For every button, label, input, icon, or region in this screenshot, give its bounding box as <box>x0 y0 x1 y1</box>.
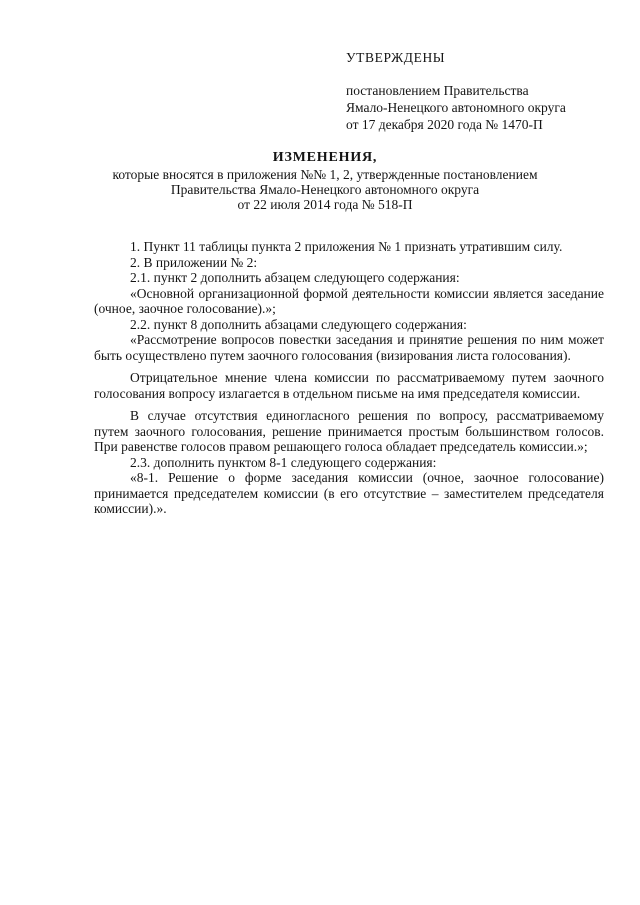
approval-stamp <box>346 49 616 133</box>
paragraph-1: 1. Пункт 11 таблицы пункта 2 приложения № 1 признать утратившим силу. <box>130 239 563 254</box>
approval-title: УТВЕРЖДЕНЫ <box>346 50 446 65</box>
document-title: ИЗМЕНЕНИЯ, <box>272 150 378 165</box>
approval-line: постановлением Правительства <box>346 83 529 98</box>
paragraph-2-2-quote-3: В случае отсутствия единогласного решения по вопросу, рассматриваемому путем заочного голосования, решение принимается простым большинством голосов. При равенстве голосов правом решающего голоса обладает председатель комиссии.»; <box>94 408 604 454</box>
paragraph-2-2: 2.2. пункт 8 дополнить абзацами следующего содержания: <box>130 316 467 332</box>
document-subtitle-line: Правительства Ямало-Ненецкого автономного округа <box>170 182 480 197</box>
approval-line: Ямало-Ненецкого автономного округа <box>346 100 566 115</box>
paragraph-2-3-quote: «8-1. Решение о форме заседания комиссии (очное, заочное голосование) принимается председателем комиссии (в его отсутствие – заместителем председателя комиссии).». <box>94 470 604 516</box>
paragraph-2-1-quote: «Основной организационной формой деятельности комиссии является заседание (очное, заочное голосование).»; <box>94 285 604 316</box>
paragraph-2-2-quote-1: «Рассмотрение вопросов повестки заседания и принятие решения по ним может быть осуществлено путем заочного голосования (визирования листа голосования). <box>94 332 604 363</box>
paragraph-2-1: 2.1. пункт 2 дополнить абзацем следующего содержания: <box>130 270 460 285</box>
document-header <box>60 150 590 212</box>
document-body <box>94 239 604 517</box>
approval-line: от 17 декабря 2020 года № 1470-П <box>346 117 543 132</box>
paragraph-2-3: 2.3. дополнить пунктом 8-1 следующего содержания: <box>130 454 437 470</box>
document-subtitle-line: от 22 июля 2014 года № 518-П <box>237 197 413 212</box>
paragraph-2-2-quote-2: Отрицательное мнение члена комиссии по рассматриваемому путем заочного голосования вопросу излагается в отдельном письме на имя председателя комиссии. <box>94 370 604 401</box>
document-subtitle-line: которые вносятся в приложения №№ 1, 2, утвержденные постановлением <box>112 167 538 182</box>
paragraph-2: 2. В приложении № 2: <box>130 254 258 270</box>
